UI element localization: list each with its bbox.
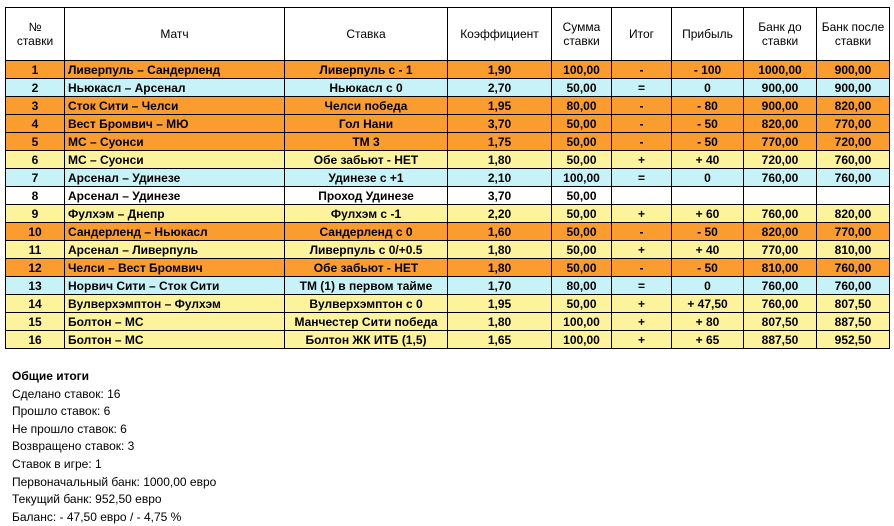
cell-match: Сток Сити – Челси — [65, 97, 285, 115]
cell-odds: 1,75 — [448, 133, 552, 151]
col-header-bank-after: Банк после ставки — [817, 8, 890, 61]
cell-bet: Манчестер Сити победа — [285, 313, 448, 331]
cell-result: - — [612, 223, 672, 241]
cell-bank-after: 770,00 — [817, 115, 890, 133]
cell-odds: 1,80 — [448, 151, 552, 169]
table-row — [6, 277, 890, 295]
cell-bet: Сандерленд с 0 — [285, 223, 448, 241]
table-row — [6, 331, 890, 349]
cell-stake: 50,00 — [552, 259, 612, 277]
cell-match: Болтон – МС — [65, 331, 285, 349]
cell-stake: 80,00 — [552, 277, 612, 295]
cell-bank-before: 760,00 — [744, 277, 817, 295]
cell-profit: - 50 — [672, 223, 744, 241]
cell-number: 12 — [6, 259, 65, 277]
cell-bank-after: 900,00 — [817, 61, 890, 79]
cell-bank-before: 820,00 — [744, 115, 817, 133]
summary-line-balance: Баланс: - 47,50 евро / - 4,75 % — [12, 509, 182, 524]
cell-bank-after: 900,00 — [817, 79, 890, 97]
cell-bank-before: 720,00 — [744, 151, 817, 169]
cell-number: 1 — [6, 61, 65, 79]
summary-line-in-play: Ставок в игре: 1 — [12, 456, 102, 471]
cell-result: + — [612, 331, 672, 349]
table-body — [6, 61, 890, 349]
cell-match: Фулхэм – Днепр — [65, 205, 285, 223]
cell-odds: 3,70 — [448, 115, 552, 133]
cell-profit — [672, 187, 744, 205]
cell-number: 14 — [6, 295, 65, 313]
cell-stake: 50,00 — [552, 187, 612, 205]
cell-bank-after: 760,00 — [817, 277, 890, 295]
table-row — [6, 133, 890, 151]
cell-bank-after: 770,00 — [817, 223, 890, 241]
cell-profit: 0 — [672, 169, 744, 187]
cell-odds: 1,80 — [448, 259, 552, 277]
cell-profit: - 80 — [672, 97, 744, 115]
cell-result: + — [612, 241, 672, 259]
cell-bank-after: 760,00 — [817, 151, 890, 169]
cell-bet: Челси победа — [285, 97, 448, 115]
cell-odds: 1,95 — [448, 97, 552, 115]
cell-bank-before: 810,00 — [744, 259, 817, 277]
col-header-bet: Ставка — [285, 8, 448, 61]
cell-result — [612, 187, 672, 205]
cell-result: + — [612, 205, 672, 223]
cell-number: 6 — [6, 151, 65, 169]
cell-bank-before: 887,50 — [744, 331, 817, 349]
cell-number: 16 — [6, 331, 65, 349]
cell-stake: 50,00 — [552, 205, 612, 223]
summary-line-returned: Возвращено ставок: 3 — [12, 439, 135, 454]
col-header-match: Матч — [65, 8, 285, 61]
cell-odds: 1,80 — [448, 241, 552, 259]
cell-stake: 50,00 — [552, 223, 612, 241]
summary-line-total: Сделано ставок: 16 — [12, 386, 121, 401]
cell-match: Вест Бромвич – МЮ — [65, 115, 285, 133]
cell-match: Норвич Сити – Сток Сити — [65, 277, 285, 295]
cell-profit: 0 — [672, 79, 744, 97]
table-row — [6, 259, 890, 277]
cell-number: 10 — [6, 223, 65, 241]
cell-number: 2 — [6, 79, 65, 97]
cell-bank-before: 900,00 — [744, 97, 817, 115]
cell-stake: 50,00 — [552, 133, 612, 151]
cell-bank-after: 952,50 — [817, 331, 890, 349]
col-header-bank-before: Банк до ставки — [744, 8, 817, 61]
cell-profit: - 50 — [672, 115, 744, 133]
cell-bank-after: 760,00 — [817, 169, 890, 187]
cell-bet: Болтон ЖК ИТБ (1,5) — [285, 331, 448, 349]
table-row — [6, 97, 890, 115]
table-row — [6, 115, 890, 133]
cell-bet: Обе забьют - НЕТ — [285, 151, 448, 169]
cell-stake: 100,00 — [552, 61, 612, 79]
cell-bet: Ливерпуль с - 1 — [285, 61, 448, 79]
cell-odds: 2,20 — [448, 205, 552, 223]
cell-bet: Ньюкасл с 0 — [285, 79, 448, 97]
cell-bank-before — [744, 187, 817, 205]
col-header-stake: Сумма ставки — [552, 8, 612, 61]
cell-profit: + 47,50 — [672, 295, 744, 313]
cell-result: + — [612, 151, 672, 169]
summary-line-won: Прошло ставок: 6 — [12, 404, 111, 419]
cell-number: 11 — [6, 241, 65, 259]
cell-bank-before: 820,00 — [744, 223, 817, 241]
cell-stake: 50,00 — [552, 151, 612, 169]
table-row — [6, 187, 890, 205]
cell-match: Вулверхэмптон – Фулхэм — [65, 295, 285, 313]
summary-title: Общие итоги — [12, 369, 90, 383]
cell-bank-before: 760,00 — [744, 295, 817, 313]
bets-table — [5, 7, 890, 349]
cell-match: Арсенал – Удинезе — [65, 169, 285, 187]
table-row — [6, 205, 890, 223]
cell-result: + — [612, 295, 672, 313]
cell-bank-before: 760,00 — [744, 169, 817, 187]
cell-stake: 80,00 — [552, 97, 612, 115]
table-header-row — [6, 8, 890, 61]
cell-profit: - 50 — [672, 259, 744, 277]
cell-bank-before: 760,00 — [744, 205, 817, 223]
cell-bank-after: 820,00 — [817, 205, 890, 223]
cell-number: 5 — [6, 133, 65, 151]
cell-bank-before: 900,00 — [744, 79, 817, 97]
table-row — [6, 223, 890, 241]
col-header-profit: Прибыль — [672, 8, 744, 61]
cell-bank-after: 807,50 — [817, 295, 890, 313]
cell-match: МС – Суонси — [65, 133, 285, 151]
cell-stake: 100,00 — [552, 169, 612, 187]
cell-match: Болтон – МС — [65, 313, 285, 331]
cell-bank-after: 810,00 — [817, 241, 890, 259]
cell-result: - — [612, 115, 672, 133]
cell-stake: 100,00 — [552, 313, 612, 331]
cell-result: - — [612, 259, 672, 277]
cell-bet: Проход Удинезе — [285, 187, 448, 205]
cell-bank-after: 760,00 — [817, 259, 890, 277]
cell-profit: - 50 — [672, 133, 744, 151]
cell-bank-before: 770,00 — [744, 241, 817, 259]
cell-number: 8 — [6, 187, 65, 205]
cell-profit: + 65 — [672, 331, 744, 349]
cell-bet: Фулхэм с -1 — [285, 205, 448, 223]
col-header-odds: Коэффициент — [448, 8, 552, 61]
cell-bank-after — [817, 187, 890, 205]
table-row — [6, 169, 890, 187]
cell-odds: 1,65 — [448, 331, 552, 349]
cell-result: - — [612, 133, 672, 151]
cell-stake: 50,00 — [552, 115, 612, 133]
cell-bank-before: 1000,00 — [744, 61, 817, 79]
cell-bet: ТМ (1) в первом тайме — [285, 277, 448, 295]
cell-odds: 1,90 — [448, 61, 552, 79]
cell-number: 7 — [6, 169, 65, 187]
cell-number: 13 — [6, 277, 65, 295]
cell-stake: 50,00 — [552, 295, 612, 313]
cell-odds: 1,80 — [448, 313, 552, 331]
cell-bank-after: 887,50 — [817, 313, 890, 331]
cell-number: 15 — [6, 313, 65, 331]
table-row — [6, 313, 890, 331]
cell-profit: + 60 — [672, 205, 744, 223]
table-row — [6, 241, 890, 259]
cell-bet: Гол Нани — [285, 115, 448, 133]
cell-odds: 1,70 — [448, 277, 552, 295]
cell-result: = — [612, 79, 672, 97]
cell-bet: Удинезе с +1 — [285, 169, 448, 187]
cell-bet: Вулверхэмптон с 0 — [285, 295, 448, 313]
cell-profit: - 100 — [672, 61, 744, 79]
cell-match: Челси – Вест Бромвич — [65, 259, 285, 277]
cell-profit: + 40 — [672, 151, 744, 169]
summary-block — [12, 368, 216, 526]
cell-profit: 0 — [672, 277, 744, 295]
cell-bet: ТМ 3 — [285, 133, 448, 151]
cell-number: 3 — [6, 97, 65, 115]
cell-bank-after: 820,00 — [817, 97, 890, 115]
cell-result: - — [612, 97, 672, 115]
table-row — [6, 295, 890, 313]
cell-number: 4 — [6, 115, 65, 133]
cell-result: - — [612, 61, 672, 79]
cell-match: Сандерленд – Ньюкасл — [65, 223, 285, 241]
cell-result: = — [612, 169, 672, 187]
cell-odds: 2,70 — [448, 79, 552, 97]
cell-match: Арсенал – Удинезе — [65, 187, 285, 205]
cell-result: = — [612, 277, 672, 295]
cell-match: Ливерпуль – Сандерленд — [65, 61, 285, 79]
cell-odds: 2,10 — [448, 169, 552, 187]
table-row — [6, 79, 890, 97]
cell-bank-before: 770,00 — [744, 133, 817, 151]
cell-odds: 1,60 — [448, 223, 552, 241]
summary-line-lost: Не прошло ставок: 6 — [12, 421, 127, 436]
cell-match: Арсенал – Ливерпуль — [65, 241, 285, 259]
cell-bank-after: 720,00 — [817, 133, 890, 151]
cell-match: МС – Суонси — [65, 151, 285, 169]
cell-stake: 50,00 — [552, 241, 612, 259]
cell-odds: 1,95 — [448, 295, 552, 313]
col-header-number: № ставки — [6, 8, 65, 61]
cell-number: 9 — [6, 205, 65, 223]
table-row — [6, 151, 890, 169]
cell-profit: + 80 — [672, 313, 744, 331]
col-header-result: Итог — [612, 8, 672, 61]
cell-stake: 50,00 — [552, 79, 612, 97]
cell-result: + — [612, 313, 672, 331]
summary-line-current-bank: Текущий банк: 952,50 евро — [12, 492, 162, 507]
cell-bank-before: 807,50 — [744, 313, 817, 331]
cell-odds: 3,70 — [448, 187, 552, 205]
cell-profit: + 40 — [672, 241, 744, 259]
cell-match: Ньюкасл – Арсенал — [65, 79, 285, 97]
table-row — [6, 61, 890, 79]
summary-line-initial-bank: Первоначальный банк: 1000,00 евро — [12, 474, 217, 489]
cell-bet: Ливерпуль с 0/+0.5 — [285, 241, 448, 259]
cell-stake: 100,00 — [552, 331, 612, 349]
cell-bet: Обе забьют - НЕТ — [285, 259, 448, 277]
